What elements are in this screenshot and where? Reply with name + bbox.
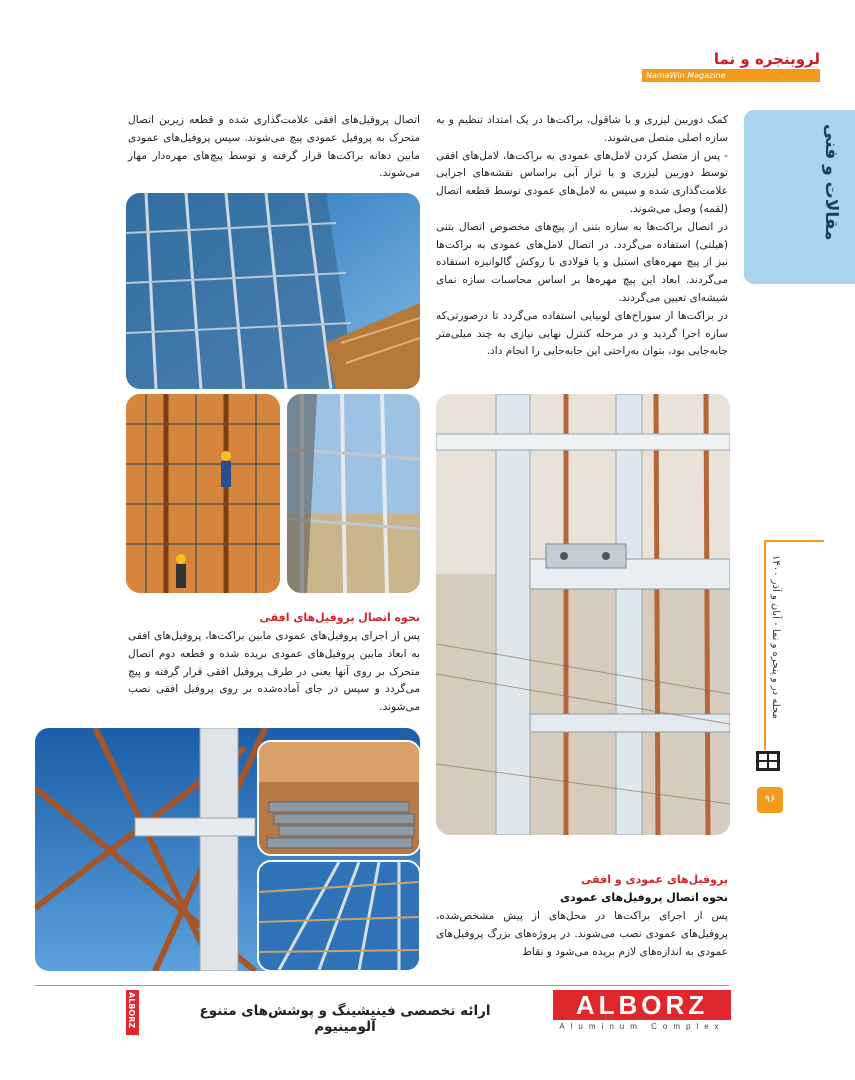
stacked-profiles-photo <box>257 740 421 856</box>
right-column-text <box>436 112 728 361</box>
side-rule-vertical <box>764 540 766 750</box>
vertical-section-body: پس از اجرای براکت‌ها در محل‌های از پیش مشخص‌شده، پروفیل‌های عمودی نصب می‌شوند. در پروژه‌های بزرگ پروفیل‌های عمودی به اندازه‌های لازم بریده می‌شود و نقاط <box>436 910 728 958</box>
section-tab <box>744 110 855 284</box>
facade-photo-top <box>126 193 420 389</box>
logo-en-text: NamaWin Magazine <box>646 71 726 80</box>
side-rule <box>764 540 824 542</box>
scaffolding-photo <box>126 394 280 593</box>
section-tab-label: مقالات و فنی <box>821 124 841 241</box>
facade-desert-photo <box>287 394 420 593</box>
right-para-2: - پس از متصل کردن لامل‌های عمودی به براکت‌ها، لامل‌های افقی توسط دوربین لیزری و یا تراز آبی براساس نقشه‌های اجرایی علامت‌گذاری شده و سپس به لامل‌های عمودی توسط قطعه اتصال (لقمه) وصل می‌شوند. <box>436 149 728 215</box>
page-number: ۹۶ <box>764 794 776 805</box>
vertical-section-subheading: نحوه اتصال پروفیل‌های عمودی <box>559 891 728 904</box>
side-caption: مجله در و پنجره و نما - آبان و آذر ۱۴۰۰ <box>770 555 781 719</box>
magazine-logo <box>642 50 820 82</box>
alborz-sub: Aluminum Complex <box>559 1022 725 1031</box>
facade-grid-photo <box>257 860 421 972</box>
right-para-3: در اتصال براکت‌ها به سازه بتنی از پیچ‌های مخصوص اتصال بتنی (هیلتی) استفاده می‌گردد. در اتصال لامل‌های عمودی به براکت‌ها نیز از پیچ مهره‌های استیل و یا فولادی با روکش گالوانیزه استفاده می‌گردند. ابعاد این پیچ مهره‌ها بر اساس محاسبات سازه نمای شیشه‌ای تعیین می‌گردند. <box>436 220 728 304</box>
alborz-brand: ALBORZ <box>553 990 731 1020</box>
left-column-text: اتصال پروفیل‌های افقی علامت‌گذاری شده و قطعه زیرین اتصال متحرک به پروفیل عمودی پیچ می‌شوند. سپس پروفیل‌های عمودی مابین دهانه براکت‌ها قرار گرفته و توسط پیچ‌های مهره‌دار مهار می‌شوند. <box>128 114 420 180</box>
alborz-logo <box>553 990 731 1038</box>
vertical-section-heading: پروفیل‌های عمودی و افقی <box>580 873 728 886</box>
right-para-1: کمک دوربین لیزری و یا شاقول، براکت‌ها در یک امتداد تنظیم و به سازه اصلی متصل می‌شوند. <box>436 114 728 144</box>
right-para-4: در براکت‌ها از سوراخ‌های لوبیایی استفاده می‌گردد تا درصورتی‌که سازه اجرا گردید و در مرحله کنترل نهایی نیازی به چند میلی‌متر جابه‌جایی بود، بتوان به‌راحتی این جابه‌جایی را انجام داد. <box>436 309 728 358</box>
bracket-closeup-photo <box>436 394 730 835</box>
page-number-badge <box>757 787 783 813</box>
horizontal-section-heading: نحوه اتصال پروفیل‌های افقی <box>259 611 420 624</box>
logo-fa-text: لروینجره و نما <box>713 50 820 68</box>
ad-divider <box>35 985 729 986</box>
vertical-brand-text: ALBORZ <box>127 992 136 1029</box>
window-icon <box>755 750 781 772</box>
vertical-brand-strip <box>126 990 139 1035</box>
horizontal-section-body: پس از اجرای پروفیل‌های عمودی مابین براکت‌ها، پروفیل‌های افقی به ابعاد مابین پروفیل‌های عمودی بریده شده و قطعه دوم اتصال متحرک بر روی آنها یعنی در طرف پروفیل افقی قرار گرفته و پیچ می‌گردد و سپس در جای آماده‌شده بر روی پروفیل افقی نصب می‌شوند. <box>128 630 420 714</box>
ad-tagline: ارائه تخصصی فینیشینگ و پوشش‌های متنوع آلومینیوم <box>199 1003 491 1035</box>
